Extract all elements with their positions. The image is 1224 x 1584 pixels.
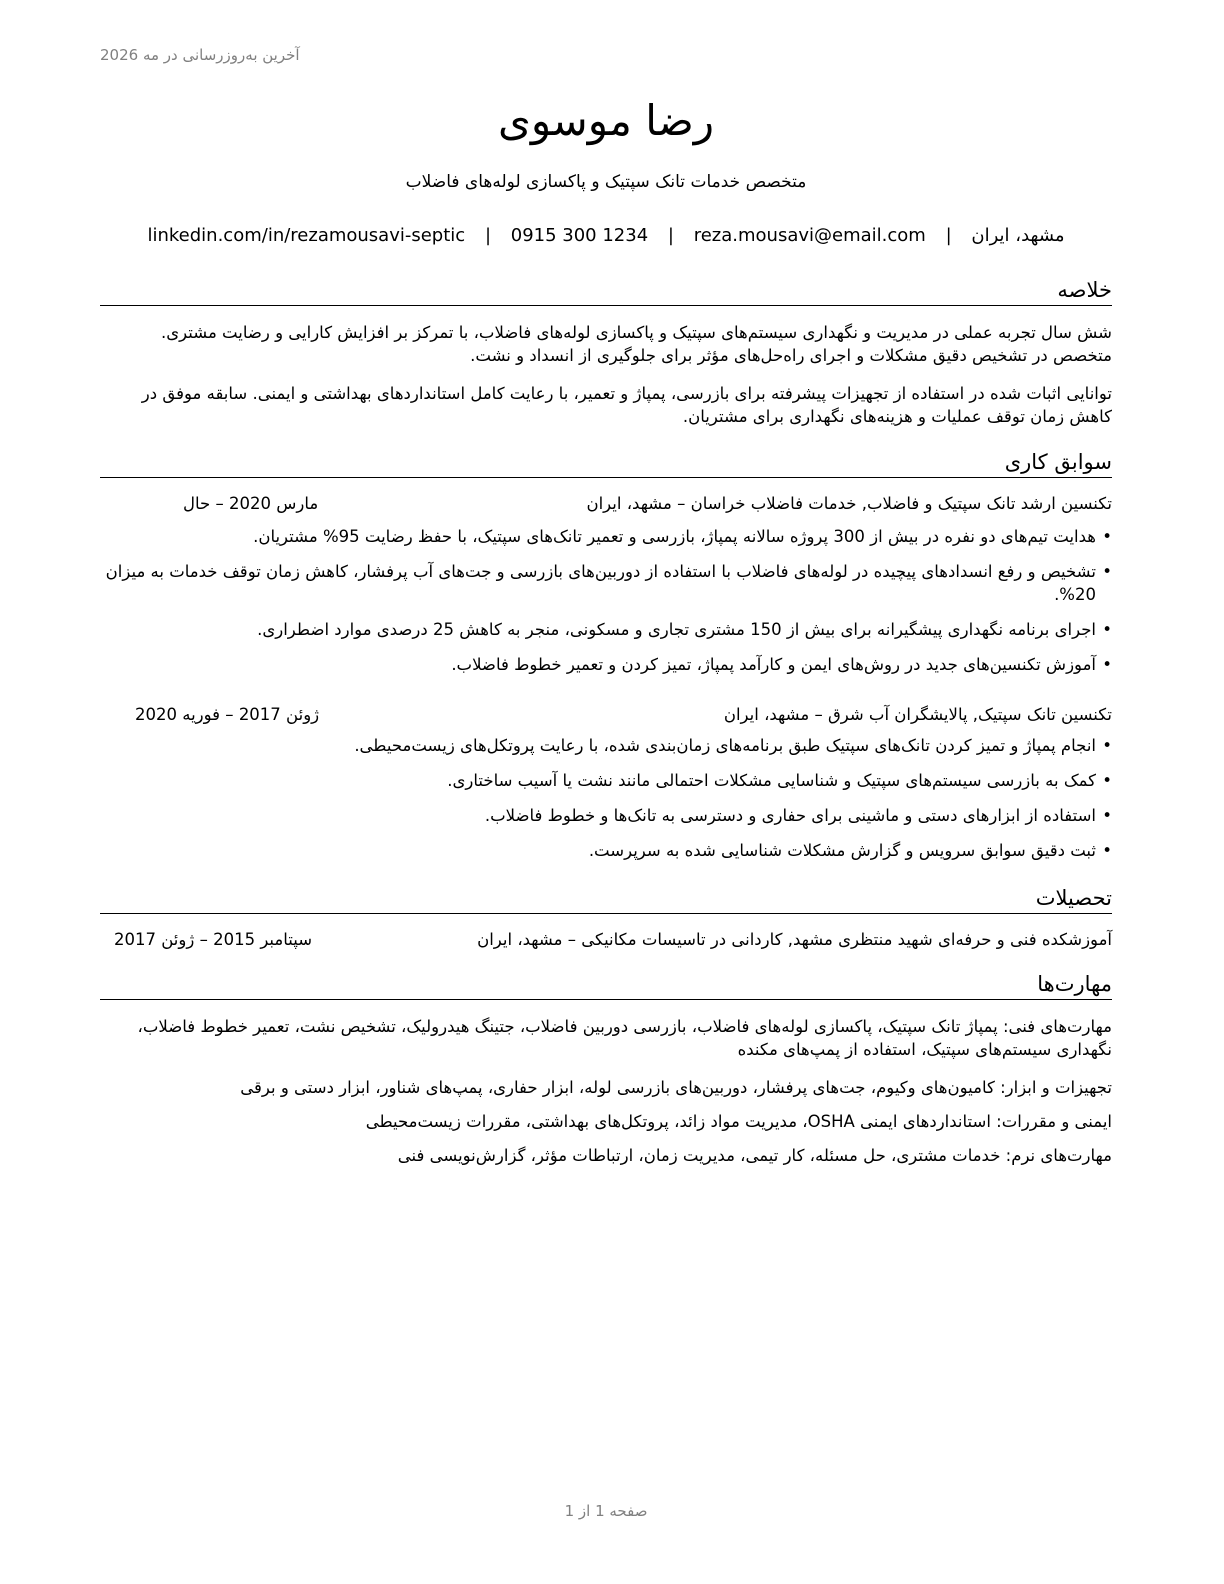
- job-header: [100, 703, 1112, 727]
- section-heading-education: تحصیلات: [100, 884, 1112, 914]
- list-item: • انجام پمپاژ و تمیز کردن تانک‌های سپتیک طبق برنامه‌های زمان‌بندی شده، با رعایت پروتکل‌های زیست‌محیطی.: [354, 736, 1112, 755]
- job-header: [100, 492, 1112, 516]
- last-updated-note: آخرین به‌روزرسانی در مه 2026: [100, 46, 300, 64]
- skills-line: ایمنی و مقررات: استانداردهای ایمنی OSHA، مدیریت مواد زائد، پروتکل‌های بهداشتی، مقررات زیست‌محیطی: [365, 1112, 1112, 1131]
- skills-line: مهارت‌های نرم: خدمات مشتری، حل مسئله، کار تیمی، مدیریت زمان، ارتباطات مؤثر، گزارش‌نویسی فنی: [397, 1146, 1112, 1165]
- summary-paragraph: شش سال تجربه عملی در مدیریت و نگهداری سیستم‌های سپتیک و پاکسازی لوله‌های فاضلاب، با تمرکز بر افزایش کارایی و رضایت مشتری. متخصص در تشخیص دقیق مشکلات و اجرای راه‌حل‌های مؤثر برای جلوگیری از انسداد و نشت.: [160, 323, 1112, 365]
- job-role-line: تکنسین ارشد تانک سپتیک و فاضلاب, خدمات فاضلاب خراسان – مشهد، ایران: [586, 494, 1112, 513]
- contact-line: [100, 223, 1112, 249]
- job-dates: مارس 2020 – حال: [183, 494, 319, 513]
- job-dates: ژوئن 2017 – فوریه 2020: [135, 705, 320, 724]
- list-item: • استفاده از ابزارهای دستی و ماشینی برای حفاری و دسترسی به تانک‌ها و خطوط فاضلاب.: [484, 806, 1112, 825]
- list-item: • اجرای برنامه نگهداری پیشگیرانه برای بیش از 150 مشتری تجاری و مسکونی، منجر به کاهش 25 درصدی موارد اضطراری.: [257, 620, 1112, 639]
- list-item: • هدایت تیم‌های دو نفره در بیش از 300 پروژه سالانه پمپاژ، بازرسی و تعمیر تانک‌های سپتیک، با حفظ رضایت 95% مشتریان.: [253, 527, 1112, 546]
- summary-paragraph: توانایی اثبات شده در استفاده از تجهیزات پیشرفته برای بازرسی، پمپاژ و تعمیر، با رعایت کامل استانداردهای بهداشتی و ایمنی. سابقه موفق در کاهش زمان توقف عملیات و هزینه‌های نگهداری برای مشتریان.: [141, 384, 1112, 426]
- contact-phone[interactable]: 0915 300 1234: [510, 225, 649, 246]
- bullet-icon: •: [1102, 620, 1112, 639]
- bullet-icon: •: [1102, 806, 1112, 825]
- bullet-icon: •: [1102, 736, 1112, 755]
- page-number-footer: صفحه 1 از 1: [564, 1502, 648, 1520]
- list-item: • تشخیص و رفع انسدادهای پیچیده در لوله‌های فاضلاب با استفاده از دوربین‌های بازرسی و جت‌های آب پرفشار، کاهش زمان توقف خدمات به میزان 20%.: [105, 562, 1112, 604]
- candidate-name: رضا موسوی: [497, 96, 715, 145]
- job-bullet-list: [100, 734, 1112, 874]
- bullet-icon: •: [1102, 771, 1112, 790]
- resume-page: [100, 0, 1112, 1584]
- contact-separator: |: [945, 225, 952, 246]
- section-heading-skills: مهارت‌ها: [100, 970, 1112, 1000]
- list-item: • آموزش تکنسین‌های جدید در روش‌های ایمن و کارآمد پمپاژ، تمیز کردن و تعمیر خطوط فاضلاب.: [451, 655, 1112, 674]
- list-item: • ثبت دقیق سوابق سرویس و گزارش مشکلات شناسایی شده به سرپرست.: [588, 841, 1112, 860]
- contact-separator: |: [667, 225, 674, 246]
- contact-linkedin[interactable]: linkedin.com/in/rezamousavi-septic: [147, 225, 466, 246]
- section-heading-experience: سوابق کاری: [100, 448, 1112, 478]
- candidate-title: متخصص خدمات تانک سپتیک و پاکسازی لوله‌های فاضلاب: [405, 172, 807, 192]
- contact-email[interactable]: reza.mousavi@email.com: [693, 225, 926, 246]
- education-entry: [100, 928, 1112, 952]
- job-role-line: تکنسین تانک سپتیک, پالایشگران آب شرق – مشهد، ایران: [723, 705, 1112, 724]
- skills-line: مهارت‌های فنی: پمپاژ تانک سپتیک، پاکسازی لوله‌های فاضلاب، بازرسی دوربین فاضلاب، جتینگ هیدرولیک، تشخیص نشت، تعمیر خطوط فاضلاب، نگهداری سیستم‌های سپتیک، استفاده از پمپ‌های مکنده: [137, 1017, 1112, 1059]
- section-heading-summary: خلاصه: [100, 276, 1112, 306]
- bullet-icon: •: [1102, 841, 1112, 860]
- list-item: • کمک به بازرسی سیستم‌های سپتیک و شناسایی مشکلات احتمالی مانند نشت یا آسیب ساختاری.: [447, 771, 1112, 790]
- skills-line: تجهیزات و ابزار: کامیون‌های وکیوم، جت‌های پرفشار، دوربین‌های بازرسی لوله، ابزار حفاری، پمپ‌های شناور، ابزار دستی و برقی: [240, 1078, 1112, 1097]
- contact-separator: |: [484, 225, 492, 246]
- bullet-icon: •: [1102, 655, 1112, 674]
- bullet-icon: •: [1102, 527, 1112, 546]
- job-bullet-list: [100, 525, 1112, 688]
- bullet-icon: •: [1102, 562, 1112, 581]
- contact-location: مشهد، ایران: [971, 225, 1065, 246]
- education-dates: سپتامبر 2015 – ژوئن 2017: [114, 930, 313, 949]
- education-line: آموزشکده فنی و حرفه‌ای شهید منتظری مشهد, کاردانی در تاسیسات مکانیکی – مشهد، ایران: [477, 930, 1112, 949]
